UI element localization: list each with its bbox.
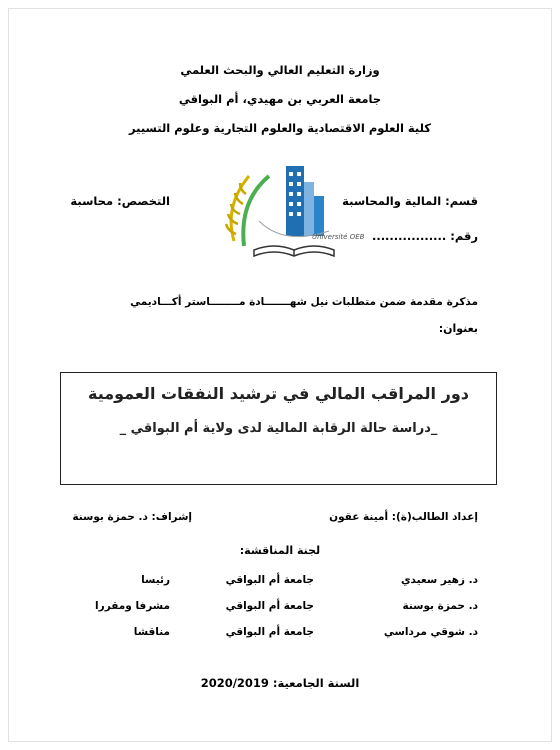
committee-role: مشرفا ومقررا bbox=[95, 600, 170, 612]
title-box bbox=[60, 372, 497, 485]
university-logo-icon bbox=[214, 146, 365, 266]
university-line: جامعة العربي بن مهيدي، أم البواقي bbox=[178, 92, 382, 106]
committee-label: لجنة المناقشة: bbox=[239, 544, 321, 557]
committee-name: د. زهير سعيدي bbox=[400, 574, 478, 586]
main-title: دور المراقب المالي في ترشيد النفقات العمومية bbox=[88, 384, 469, 403]
committee-row bbox=[0, 626, 560, 644]
logo-text: Université OEB bbox=[312, 233, 365, 241]
title-label: بعنوان: bbox=[438, 322, 478, 335]
committee-university: جامعة أم البواقي bbox=[225, 574, 314, 586]
committee-name: د. حمزة بوسنة bbox=[402, 600, 478, 612]
author-line: إعداد الطالب(ة): أمينة عقون bbox=[329, 511, 478, 523]
academic-year: السنة الجامعية: 2020/2019 bbox=[200, 676, 360, 690]
faculty-line: كلية العلوم الاقتصادية والعلوم التجارية وعلوم التسيير bbox=[129, 121, 431, 135]
speciality-label: التخصص: محاسبة bbox=[70, 194, 170, 208]
committee-role: مناقشا bbox=[133, 626, 170, 638]
department-label: قسم: المالية والمحاسبة bbox=[342, 194, 478, 208]
committee-row bbox=[0, 600, 560, 618]
memo-line: مذكرة مقدمة ضمن متطلبات نيل شهـــــــادة مــــــــاستر أكـــاديمي bbox=[130, 296, 478, 308]
number-field: رقم: ................. bbox=[371, 229, 478, 243]
ministry-line: وزارة التعليم العالي والبحث العلمي bbox=[180, 63, 380, 77]
committee-name: د. شوقي مرداسي bbox=[383, 626, 478, 638]
committee-university: جامعة أم البواقي bbox=[225, 626, 314, 638]
committee-university: جامعة أم البواقي bbox=[225, 600, 314, 612]
sub-title: _دراسة حالة الرقابة المالية لدى ولاية أم البواقي _ bbox=[119, 421, 438, 436]
supervisor-line: إشراف: د. حمزة بوسنة bbox=[72, 511, 192, 523]
committee-row bbox=[0, 574, 560, 592]
committee-role: رئيسا bbox=[141, 574, 170, 586]
